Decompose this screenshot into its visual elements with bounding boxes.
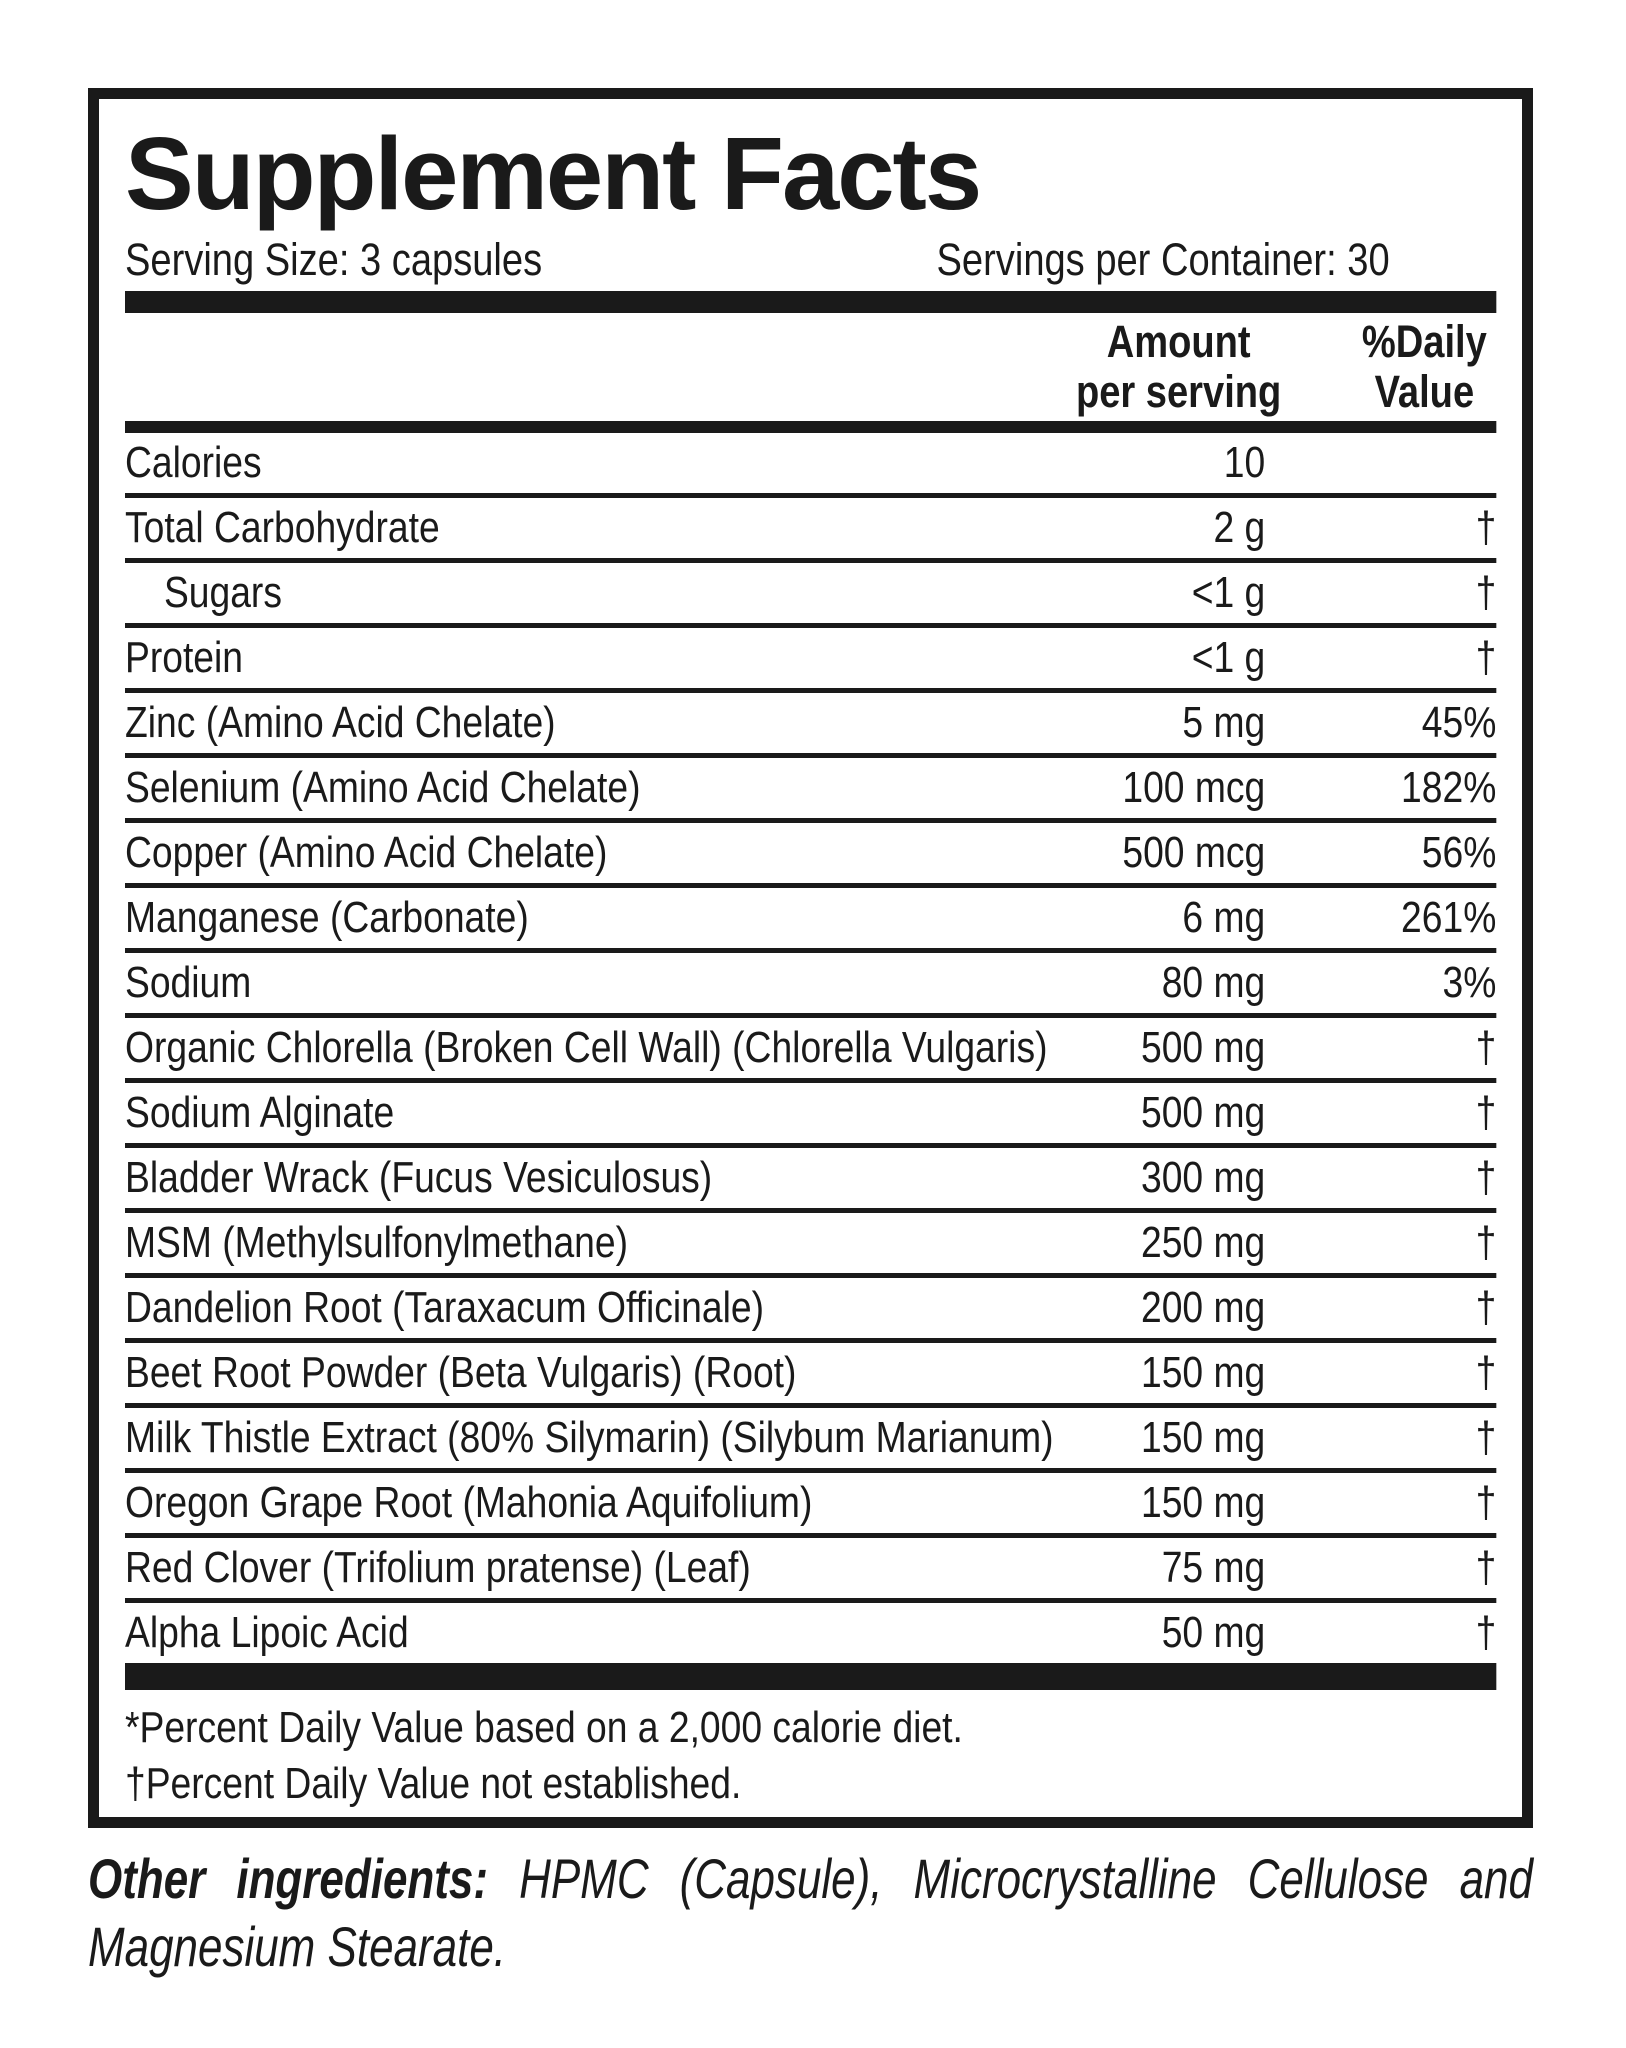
nutrient-dv: † — [1475, 1088, 1497, 1137]
nutrient-dv: 182% — [1401, 763, 1497, 812]
nutrient-amount: 500 mcg — [1122, 828, 1266, 877]
dv-header-line1: %Daily — [1361, 316, 1487, 367]
table-row-protein — [125, 628, 1496, 693]
nutrient-name: Bladder Wrack (Fucus Vesiculosus) — [125, 1153, 713, 1202]
nutrient-name: Manganese (Carbonate) — [125, 893, 529, 942]
table-row-alpha-lipoic-acid — [125, 1603, 1496, 1668]
nutrient-name: Dandelion Root (Taraxacum Officinale) — [125, 1283, 765, 1332]
panel-title: Supplement Facts — [125, 116, 981, 231]
nutrient-dv: † — [1475, 1153, 1497, 1202]
panel-body — [125, 235, 1496, 1812]
nutrient-dv: † — [1475, 1478, 1497, 1527]
table-row-selenium — [125, 758, 1496, 823]
nutrient-name: Calories — [125, 438, 262, 487]
nutrient-amount: <1 g — [1191, 633, 1266, 682]
nutrient-name: Zinc (Amino Acid Chelate) — [125, 698, 556, 747]
nutrient-name: Sodium Alginate — [125, 1088, 395, 1137]
nutrient-dv: 3% — [1442, 958, 1497, 1007]
column-header-row — [125, 317, 1496, 421]
amount-column-header — [1076, 317, 1281, 417]
nutrient-amount: 2 g — [1213, 503, 1266, 552]
nutrient-amount: 200 mg — [1140, 1283, 1266, 1332]
table-row-msm — [125, 1213, 1496, 1278]
nutrient-amount: <1 g — [1191, 568, 1266, 617]
nutrient-dv: † — [1475, 1608, 1497, 1657]
amount-header-line2: per serving — [1075, 366, 1282, 417]
nutrient-name: Selenium (Amino Acid Chelate) — [125, 763, 641, 812]
nutrient-amount: 5 mg — [1182, 698, 1266, 747]
nutrient-amount: 300 mg — [1140, 1153, 1266, 1202]
nutrient-dv: † — [1475, 503, 1497, 552]
nutrient-name: Organic Chlorella (Broken Cell Wall) (Chlorella Vulgaris) — [125, 1023, 1048, 1072]
nutrient-dv: † — [1475, 1023, 1497, 1072]
nutrient-dv: † — [1475, 1543, 1497, 1592]
nutrient-name: MSM (Methylsulfonylmethane) — [125, 1218, 628, 1267]
nutrient-name: Alpha Lipoic Acid — [125, 1608, 409, 1657]
nutrient-dv: † — [1475, 1413, 1497, 1462]
nutrient-amount: 500 mg — [1140, 1088, 1266, 1137]
table-row-organic-chlorella — [125, 1018, 1496, 1083]
footnotes — [125, 1700, 1496, 1812]
nutrient-amount: 100 mcg — [1122, 763, 1266, 812]
nutrient-dv: 56% — [1421, 828, 1497, 877]
table-row-manganese — [125, 888, 1496, 953]
nutrient-dv: † — [1475, 1218, 1497, 1267]
nutrient-dv: † — [1475, 1283, 1497, 1332]
footnote-daily-value: *Percent Daily Value based on a 2,000 calorie diet. — [125, 1703, 963, 1752]
divider-bar-header — [125, 421, 1496, 433]
footnote-not-established: †Percent Daily Value not established. — [125, 1759, 742, 1808]
divider-bar-top — [125, 291, 1496, 313]
divider-bar-bottom — [125, 1668, 1496, 1690]
other-ingredients — [88, 1845, 1533, 1981]
nutrient-dv: 45% — [1421, 698, 1497, 747]
table-row-copper — [125, 823, 1496, 888]
nutrient-dv: † — [1475, 633, 1497, 682]
nutrient-amount: 80 mg — [1161, 958, 1266, 1007]
table-row-total-carbohydrate — [125, 498, 1496, 563]
nutrient-amount: 150 mg — [1140, 1478, 1266, 1527]
nutrient-amount: 50 mg — [1161, 1608, 1266, 1657]
supplement-facts-panel — [88, 88, 1533, 1828]
table-row-sugars — [125, 563, 1496, 628]
table-row-beet-root-powder — [125, 1343, 1496, 1408]
dv-header-line2: Value — [1374, 366, 1475, 417]
nutrient-name: Beet Root Powder (Beta Vulgaris) (Root) — [125, 1348, 797, 1397]
nutrient-amount: 6 mg — [1182, 893, 1266, 942]
nutrient-name: Red Clover (Trifolium pratense) (Leaf) — [125, 1543, 751, 1592]
table-row-dandelion-root — [125, 1278, 1496, 1343]
table-row-red-clover — [125, 1538, 1496, 1603]
nutrient-amount: 10 — [1223, 438, 1266, 487]
table-row-oregon-grape-root — [125, 1473, 1496, 1538]
other-ingredients-line1 — [88, 1845, 1533, 1913]
nutrient-amount: 150 mg — [1140, 1413, 1266, 1462]
nutrient-name: Sodium — [125, 958, 252, 1007]
table-row-bladder-wrack — [125, 1148, 1496, 1213]
nutrient-name: Oregon Grape Root (Mahonia Aquifolium) — [125, 1478, 813, 1527]
nutrient-name: Protein — [125, 633, 244, 682]
servings-per-container-text: Servings per Container: 30 — [936, 234, 1390, 285]
serving-info-row — [125, 235, 1496, 285]
nutrient-dv: † — [1475, 568, 1497, 617]
nutrient-amount: 150 mg — [1140, 1348, 1266, 1397]
nutrient-name: Total Carbohydrate — [125, 503, 440, 552]
nutrient-amount: 500 mg — [1140, 1023, 1266, 1072]
other-ingredients-label: Other ingredients: — [88, 1847, 489, 1910]
nutrient-name: Sugars — [163, 568, 282, 617]
table-row-sodium — [125, 953, 1496, 1018]
nutrient-dv: 261% — [1401, 893, 1497, 942]
table-row-calories — [125, 433, 1496, 498]
nutrient-amount: 250 mg — [1140, 1218, 1266, 1267]
nutrient-dv: † — [1475, 1348, 1497, 1397]
nutrient-name: Milk Thistle Extract (80% Silymarin) (Silybum Marianum) — [125, 1413, 1054, 1462]
other-ingredients-line2: Magnesium Stearate. — [88, 1915, 507, 1978]
table-row-milk-thistle — [125, 1408, 1496, 1473]
table-row-zinc — [125, 693, 1496, 758]
nutrient-amount: 75 mg — [1161, 1543, 1266, 1592]
daily-value-column-header — [1352, 317, 1496, 417]
serving-size-text: Serving Size: 3 capsules — [125, 234, 543, 285]
other-ingredients-text: HPMC (Capsule), Microcrystalline Cellulose and — [519, 1847, 1533, 1910]
amount-header-line1: Amount — [1106, 316, 1251, 367]
nutrient-table — [125, 433, 1496, 1668]
table-row-sodium-alginate — [125, 1083, 1496, 1148]
nutrient-name: Copper (Amino Acid Chelate) — [125, 828, 608, 877]
